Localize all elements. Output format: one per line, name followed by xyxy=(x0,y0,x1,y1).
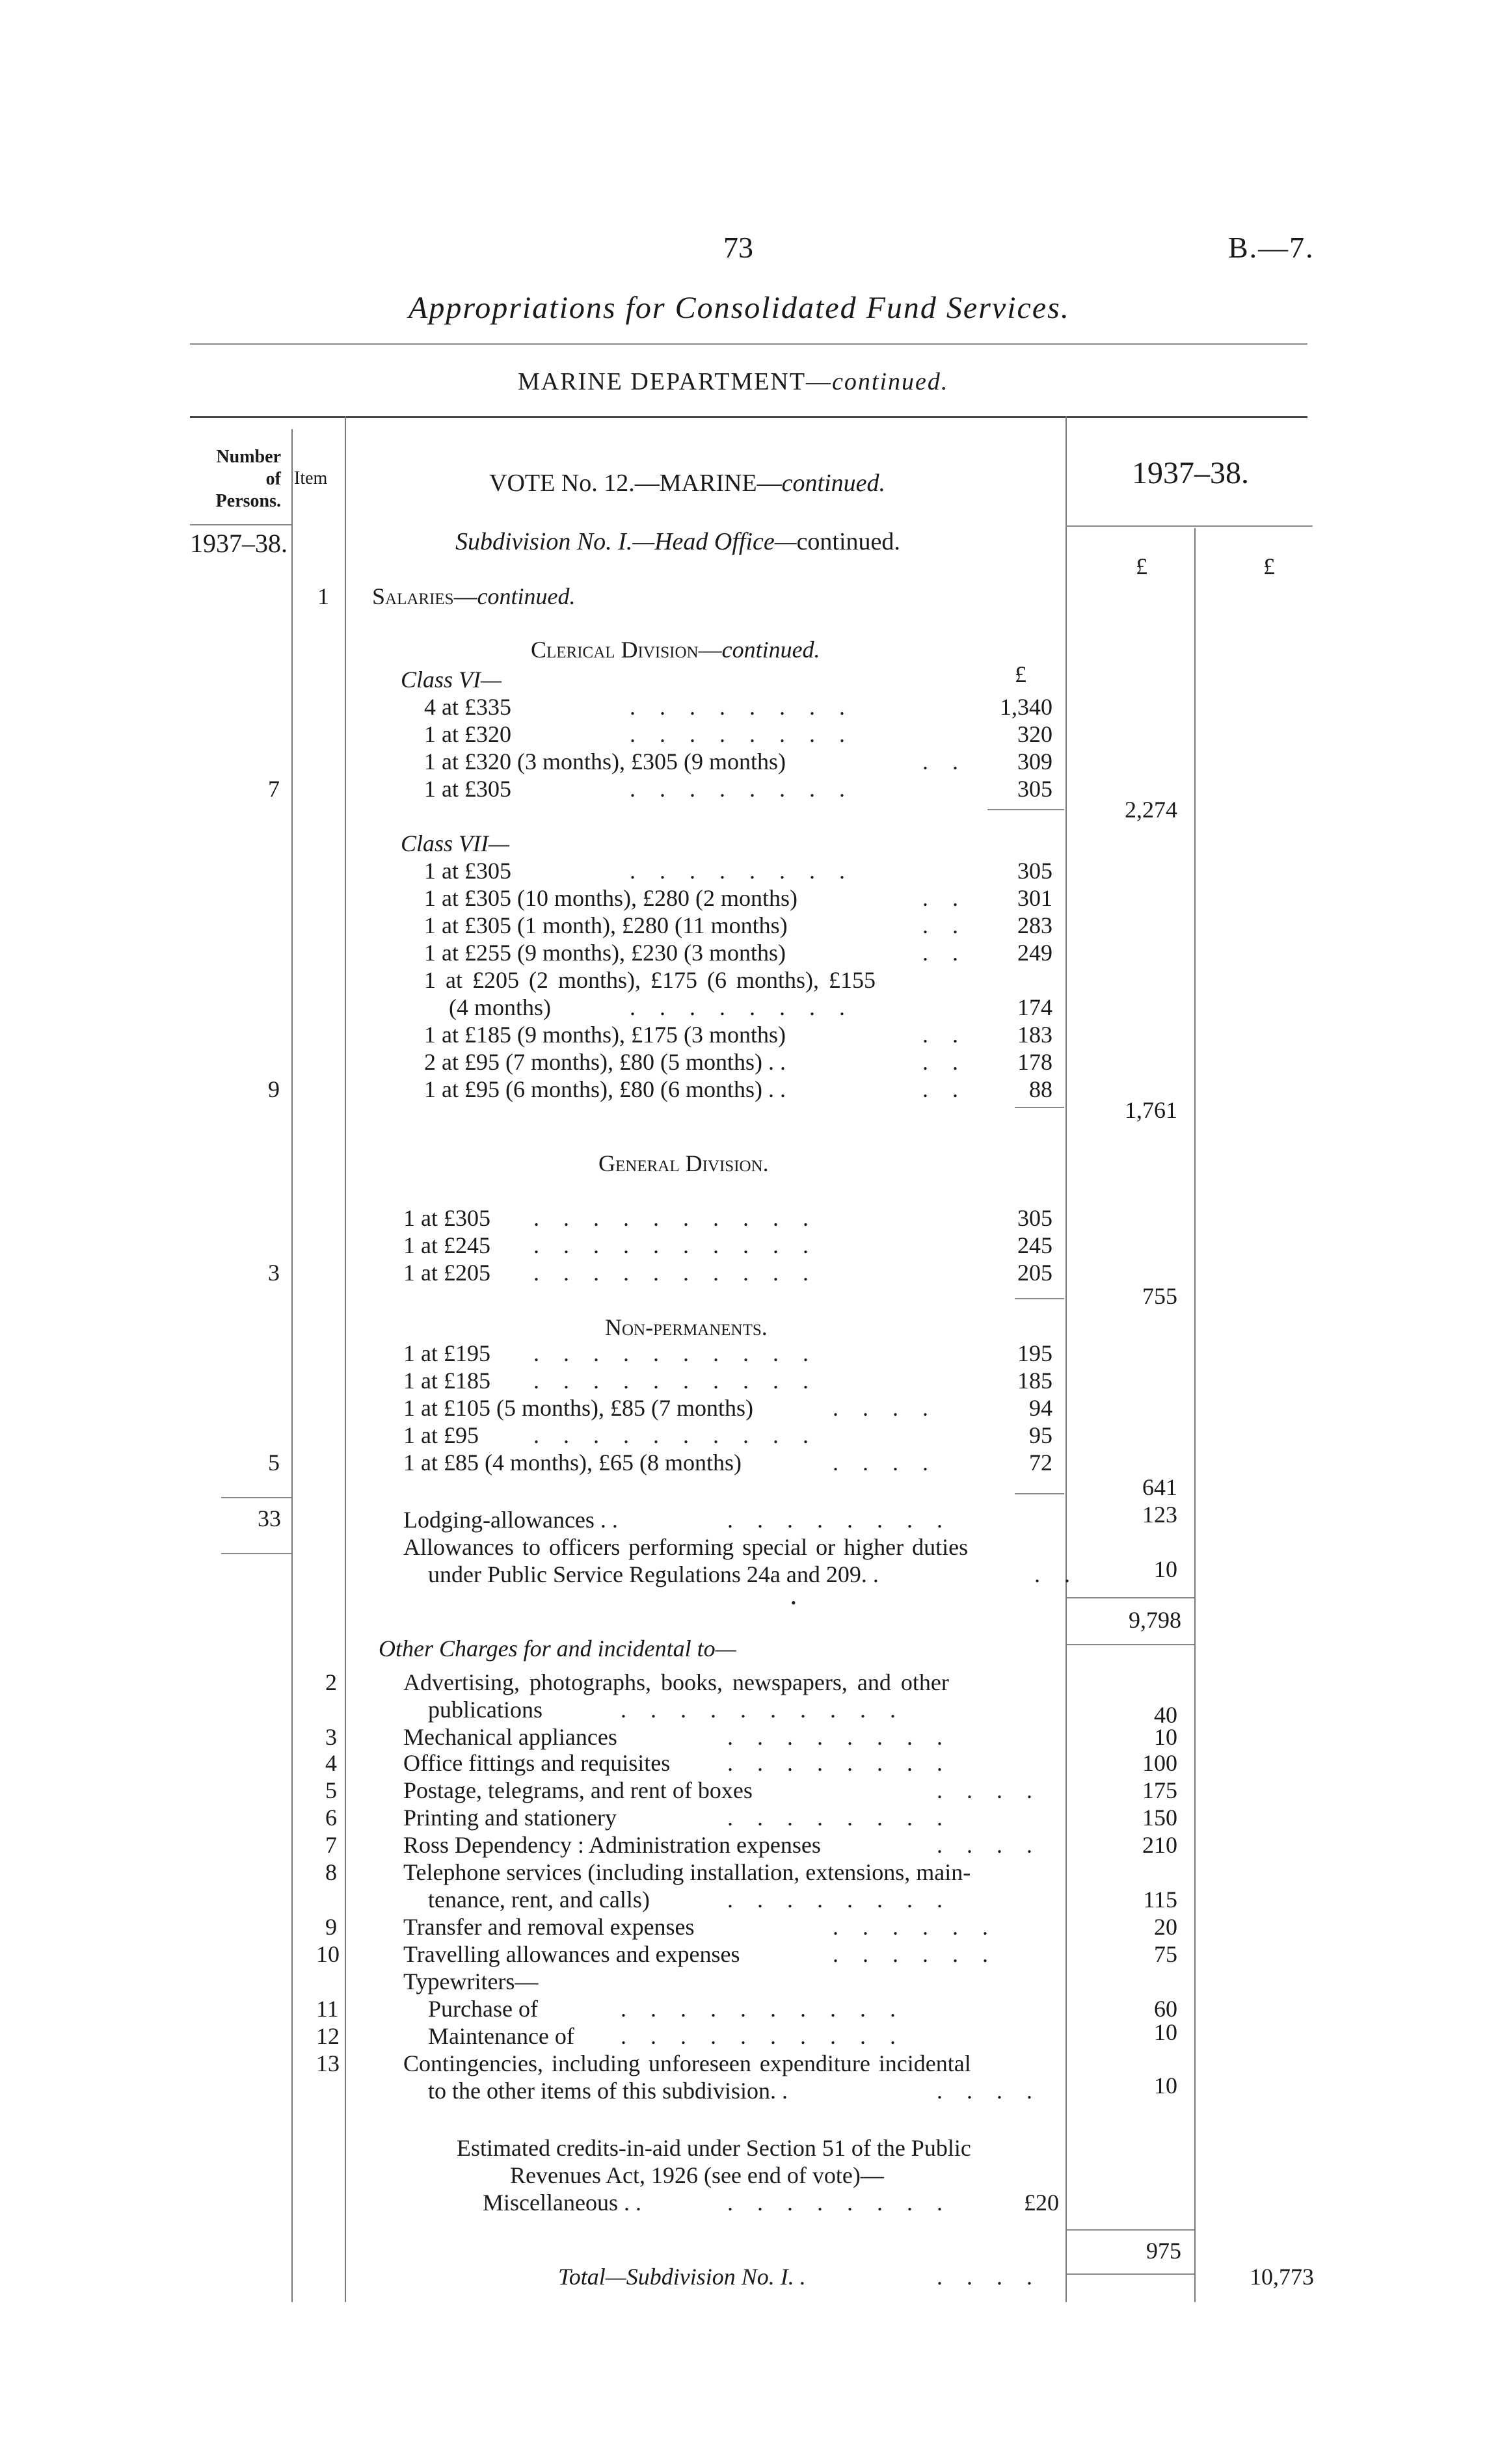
amount: 185 xyxy=(1017,1368,1052,1394)
item-number: 12 xyxy=(316,2023,340,2049)
class-vi-subtotal-rule xyxy=(987,809,1064,810)
list-item: 1 at £320 (3 months), £305 (9 months) xyxy=(424,748,786,775)
list-item: 1 at £95 (6 months), £80 (6 months) . . xyxy=(424,1076,786,1102)
amount: 10 xyxy=(1154,2073,1177,2099)
department-name: MARINE DEPARTMENT— xyxy=(518,368,833,395)
grand-total-dots: . . . . xyxy=(937,2264,1041,2290)
list-item: 1 at £95 xyxy=(403,1422,479,1448)
list-item-cont: tenance, rent, and calls) xyxy=(428,1887,650,1913)
credits-line3: Miscellaneous . . xyxy=(483,2190,641,2216)
class-vii-total: 1,761 xyxy=(1125,1097,1177,1123)
amount: 301 xyxy=(1017,885,1052,911)
salaries-item-number: 1 xyxy=(317,583,329,609)
amount: 40 xyxy=(1154,1702,1177,1728)
general-persons: 3 xyxy=(268,1260,280,1286)
list-item: 1 at £105 (5 months), £85 (7 months) xyxy=(403,1395,753,1421)
list-item: 1 at £305 (1 month), £280 (11 months) xyxy=(424,912,788,938)
vote-title xyxy=(489,470,885,497)
list-item: Telephone services (including installation, extensions, main- xyxy=(403,1859,971,1885)
persons-header-rule xyxy=(190,524,291,525)
typewriters-heading: Typewriters— xyxy=(403,1968,539,1994)
list-item: Transfer and removal expenses xyxy=(403,1914,695,1940)
department-continued: continued. xyxy=(832,368,949,395)
amount: 10 xyxy=(1154,2019,1177,2045)
item-number: 10 xyxy=(316,1941,340,1967)
amount: 174 xyxy=(1017,994,1052,1020)
class-vii-persons: 9 xyxy=(268,1076,280,1102)
list-item: 1 at £305 xyxy=(424,776,511,802)
subdivision-title: Subdivision No. I.—Head Office— xyxy=(455,528,797,555)
subdivision-continued: continued. xyxy=(796,528,900,555)
amount: 94 xyxy=(1029,1395,1052,1421)
list-item: 1 at £245 xyxy=(403,1232,490,1258)
col-divider-text xyxy=(1065,416,1067,2302)
duties-allowance-line2: under Public Service Regulations 24a and 209. . xyxy=(428,1561,879,1587)
col-divider-persons xyxy=(291,429,293,2302)
year-header-left: 1937–38. xyxy=(190,529,288,558)
year-header-right: 1937–38. xyxy=(1132,456,1249,490)
list-item: 1 at £305 xyxy=(424,858,511,884)
duties-allowance-line1: Allowances to officers performing special or higher duties xyxy=(403,1534,969,1560)
page-title: Appropriations for Consolidated Fund Services. xyxy=(409,291,1070,325)
list-item: Travelling allowances and expenses xyxy=(403,1941,740,1967)
amount: 75 xyxy=(1154,1941,1177,1967)
currency-symbol-2: £ xyxy=(1263,553,1275,579)
item-number: 5 xyxy=(325,1777,337,1803)
list-item-cont: publications xyxy=(428,1697,543,1723)
title-rule xyxy=(190,343,1307,345)
item-number: 13 xyxy=(316,2050,340,2076)
clerical-continued: continued. xyxy=(721,637,820,663)
persons-total: 33 xyxy=(258,1505,281,1531)
number-header-line2: of xyxy=(265,469,281,489)
amount: 195 xyxy=(1017,1340,1052,1366)
list-item: 1 at £205 xyxy=(403,1260,490,1286)
item-number: 11 xyxy=(316,1996,339,2022)
list-item: 1 at £320 xyxy=(424,721,511,747)
persons-subtotal-rule xyxy=(221,1497,291,1498)
department-heading xyxy=(518,367,948,396)
amount: 305 xyxy=(1017,776,1052,802)
amount: 205 xyxy=(1017,1260,1052,1286)
list-item: 2 at £95 (7 months), £80 (5 months) . . xyxy=(424,1049,786,1075)
lodging-allowances: Lodging-allowances . . xyxy=(403,1507,618,1533)
salaries-total: 9,798 xyxy=(1129,1607,1181,1633)
other-charges-total: 975 xyxy=(1146,2238,1181,2264)
list-item: 1 at £255 (9 months), £230 (3 months) xyxy=(424,940,786,966)
credits-line2: Revenues Act, 1926 (see end of vote)— xyxy=(510,2162,884,2188)
salaries-total-underline xyxy=(1067,1644,1194,1645)
amount: 305 xyxy=(1017,1205,1052,1231)
class-vii-label: Class VII— xyxy=(401,830,510,856)
clerical-pound-sign: £ xyxy=(1015,661,1026,687)
list-item: Purchase of xyxy=(428,1996,538,2022)
clerical-label: Clerical Division— xyxy=(531,637,722,663)
lodging-dots: . . . . . . . . xyxy=(727,1507,952,1533)
duties-amount: 10 xyxy=(1154,1556,1177,1582)
amount: 60 xyxy=(1154,1996,1177,2022)
item-header: Item xyxy=(294,468,328,488)
list-item: Ross Dependency : Administration expenses xyxy=(403,1832,821,1858)
currency-symbol-1: £ xyxy=(1136,553,1147,579)
list-item: 1 at £185 (9 months), £175 (3 months) xyxy=(424,1022,786,1048)
credits-amount: £20 xyxy=(1024,2190,1059,2216)
amount: 210 xyxy=(1142,1832,1177,1858)
item-number: 8 xyxy=(325,1859,337,1885)
general-total: 755 xyxy=(1142,1283,1177,1309)
item-number: 4 xyxy=(325,1750,337,1776)
other-charges-total-underline xyxy=(1067,2273,1194,2275)
amount: 175 xyxy=(1142,1777,1177,1803)
page-number: 73 xyxy=(723,231,753,264)
list-item: 1 at £85 (4 months), £65 (8 months) xyxy=(403,1450,742,1476)
non-permanents-persons: 5 xyxy=(268,1450,280,1476)
grand-total-amount: 10,773 xyxy=(1250,2264,1314,2290)
amount: 95 xyxy=(1029,1422,1052,1448)
list-item-cont: to the other items of this subdivision. . xyxy=(428,2078,788,2104)
list-item: Contingencies, including unforeseen expenditure incidental xyxy=(403,2050,971,2076)
amount: 178 xyxy=(1017,1049,1052,1075)
class-vi-label: Class VI— xyxy=(401,667,502,693)
duties-dots: . . xyxy=(1034,1561,1079,1587)
general-subtotal-rule xyxy=(1015,1298,1064,1299)
list-item: (4 months) xyxy=(449,994,551,1020)
salaries-heading xyxy=(372,583,576,610)
document-reference: B.—7. xyxy=(1228,231,1315,264)
amount: 305 xyxy=(1017,858,1052,884)
amount: 283 xyxy=(1017,912,1052,938)
year-header-rule xyxy=(1065,525,1313,527)
amount: 183 xyxy=(1017,1022,1052,1048)
amount: 10 xyxy=(1154,1724,1177,1750)
class-vi-persons: 7 xyxy=(268,776,280,802)
number-of-persons-header xyxy=(195,446,281,512)
amount: 150 xyxy=(1142,1805,1177,1831)
other-charges-heading: Other Charges for and incidental to— xyxy=(379,1636,736,1662)
amount: 115 xyxy=(1143,1887,1177,1913)
amount: 100 xyxy=(1142,1750,1177,1776)
item-number: 2 xyxy=(325,1669,337,1695)
vote-title-continued: continued. xyxy=(781,470,885,497)
list-item: Postage, telegrams, and rent of boxes xyxy=(403,1777,753,1803)
list-item: 1 at £185 xyxy=(403,1368,490,1394)
amount: 88 xyxy=(1029,1076,1052,1102)
salaries-total-rule xyxy=(1067,1597,1194,1598)
list-item: Advertising, photographs, books, newspapers, and other xyxy=(403,1669,949,1695)
table-top-rule xyxy=(190,416,1307,418)
number-header-line3: Persons. xyxy=(215,491,281,511)
non-permanents-heading: Non-permanents. xyxy=(605,1314,768,1340)
item-number: 3 xyxy=(325,1724,337,1750)
col-divider-item xyxy=(345,416,346,2302)
clerical-division-heading xyxy=(531,636,820,663)
credits-line1: Estimated credits-in-aid under Section 51 of the Public xyxy=(457,2135,971,2161)
credits-dots: . . . . . . . . xyxy=(727,2190,952,2216)
general-division-heading: General Division. xyxy=(598,1150,769,1176)
class-vii-subtotal-rule xyxy=(1015,1107,1064,1108)
amount: 20 xyxy=(1154,1914,1177,1940)
non-permanents-total: 641 xyxy=(1142,1474,1177,1500)
amount: 245 xyxy=(1017,1232,1052,1258)
list-item: 1 at £195 xyxy=(403,1340,490,1366)
asterisk-mark: • xyxy=(791,1595,796,1611)
amount: 249 xyxy=(1017,940,1052,966)
item-number: 7 xyxy=(325,1832,337,1858)
item-number: 6 xyxy=(325,1805,337,1831)
list-item: Mechanical appliances xyxy=(403,1724,617,1750)
list-item: 1 at £305 (10 months), £280 (2 months) xyxy=(424,885,797,911)
grand-total-label: Total—Subdivision No. I. . xyxy=(558,2264,806,2290)
list-item: 4 at £335 xyxy=(424,694,511,720)
item-number: 9 xyxy=(325,1914,337,1940)
other-charges-total-rule xyxy=(1067,2229,1194,2231)
salaries-continued: continued. xyxy=(477,583,576,609)
amount: 72 xyxy=(1029,1450,1052,1476)
persons-total-rule xyxy=(221,1553,291,1554)
vote-title-text: VOTE No. 12.—MARINE— xyxy=(489,470,782,497)
list-item: Printing and stationery xyxy=(403,1805,617,1831)
col-divider-amounts xyxy=(1194,528,1196,2302)
list-item: 1 at £205 (2 months), £175 (6 months), £155 xyxy=(424,967,876,993)
non-permanents-subtotal-rule xyxy=(1015,1493,1064,1494)
salaries-label: Salaries— xyxy=(372,583,477,609)
number-header-line1: Number xyxy=(216,447,281,467)
list-item: Office fittings and requisites xyxy=(403,1750,671,1776)
lodging-amount: 123 xyxy=(1142,1502,1177,1528)
amount: 309 xyxy=(1017,748,1052,775)
amount: 320 xyxy=(1017,721,1052,747)
amount: 1,340 xyxy=(1000,694,1052,720)
subdivision-heading xyxy=(455,528,900,555)
list-item: 1 at £305 xyxy=(403,1205,490,1231)
class-vi-total: 2,274 xyxy=(1125,797,1177,823)
list-item: Maintenance of xyxy=(428,2023,574,2049)
